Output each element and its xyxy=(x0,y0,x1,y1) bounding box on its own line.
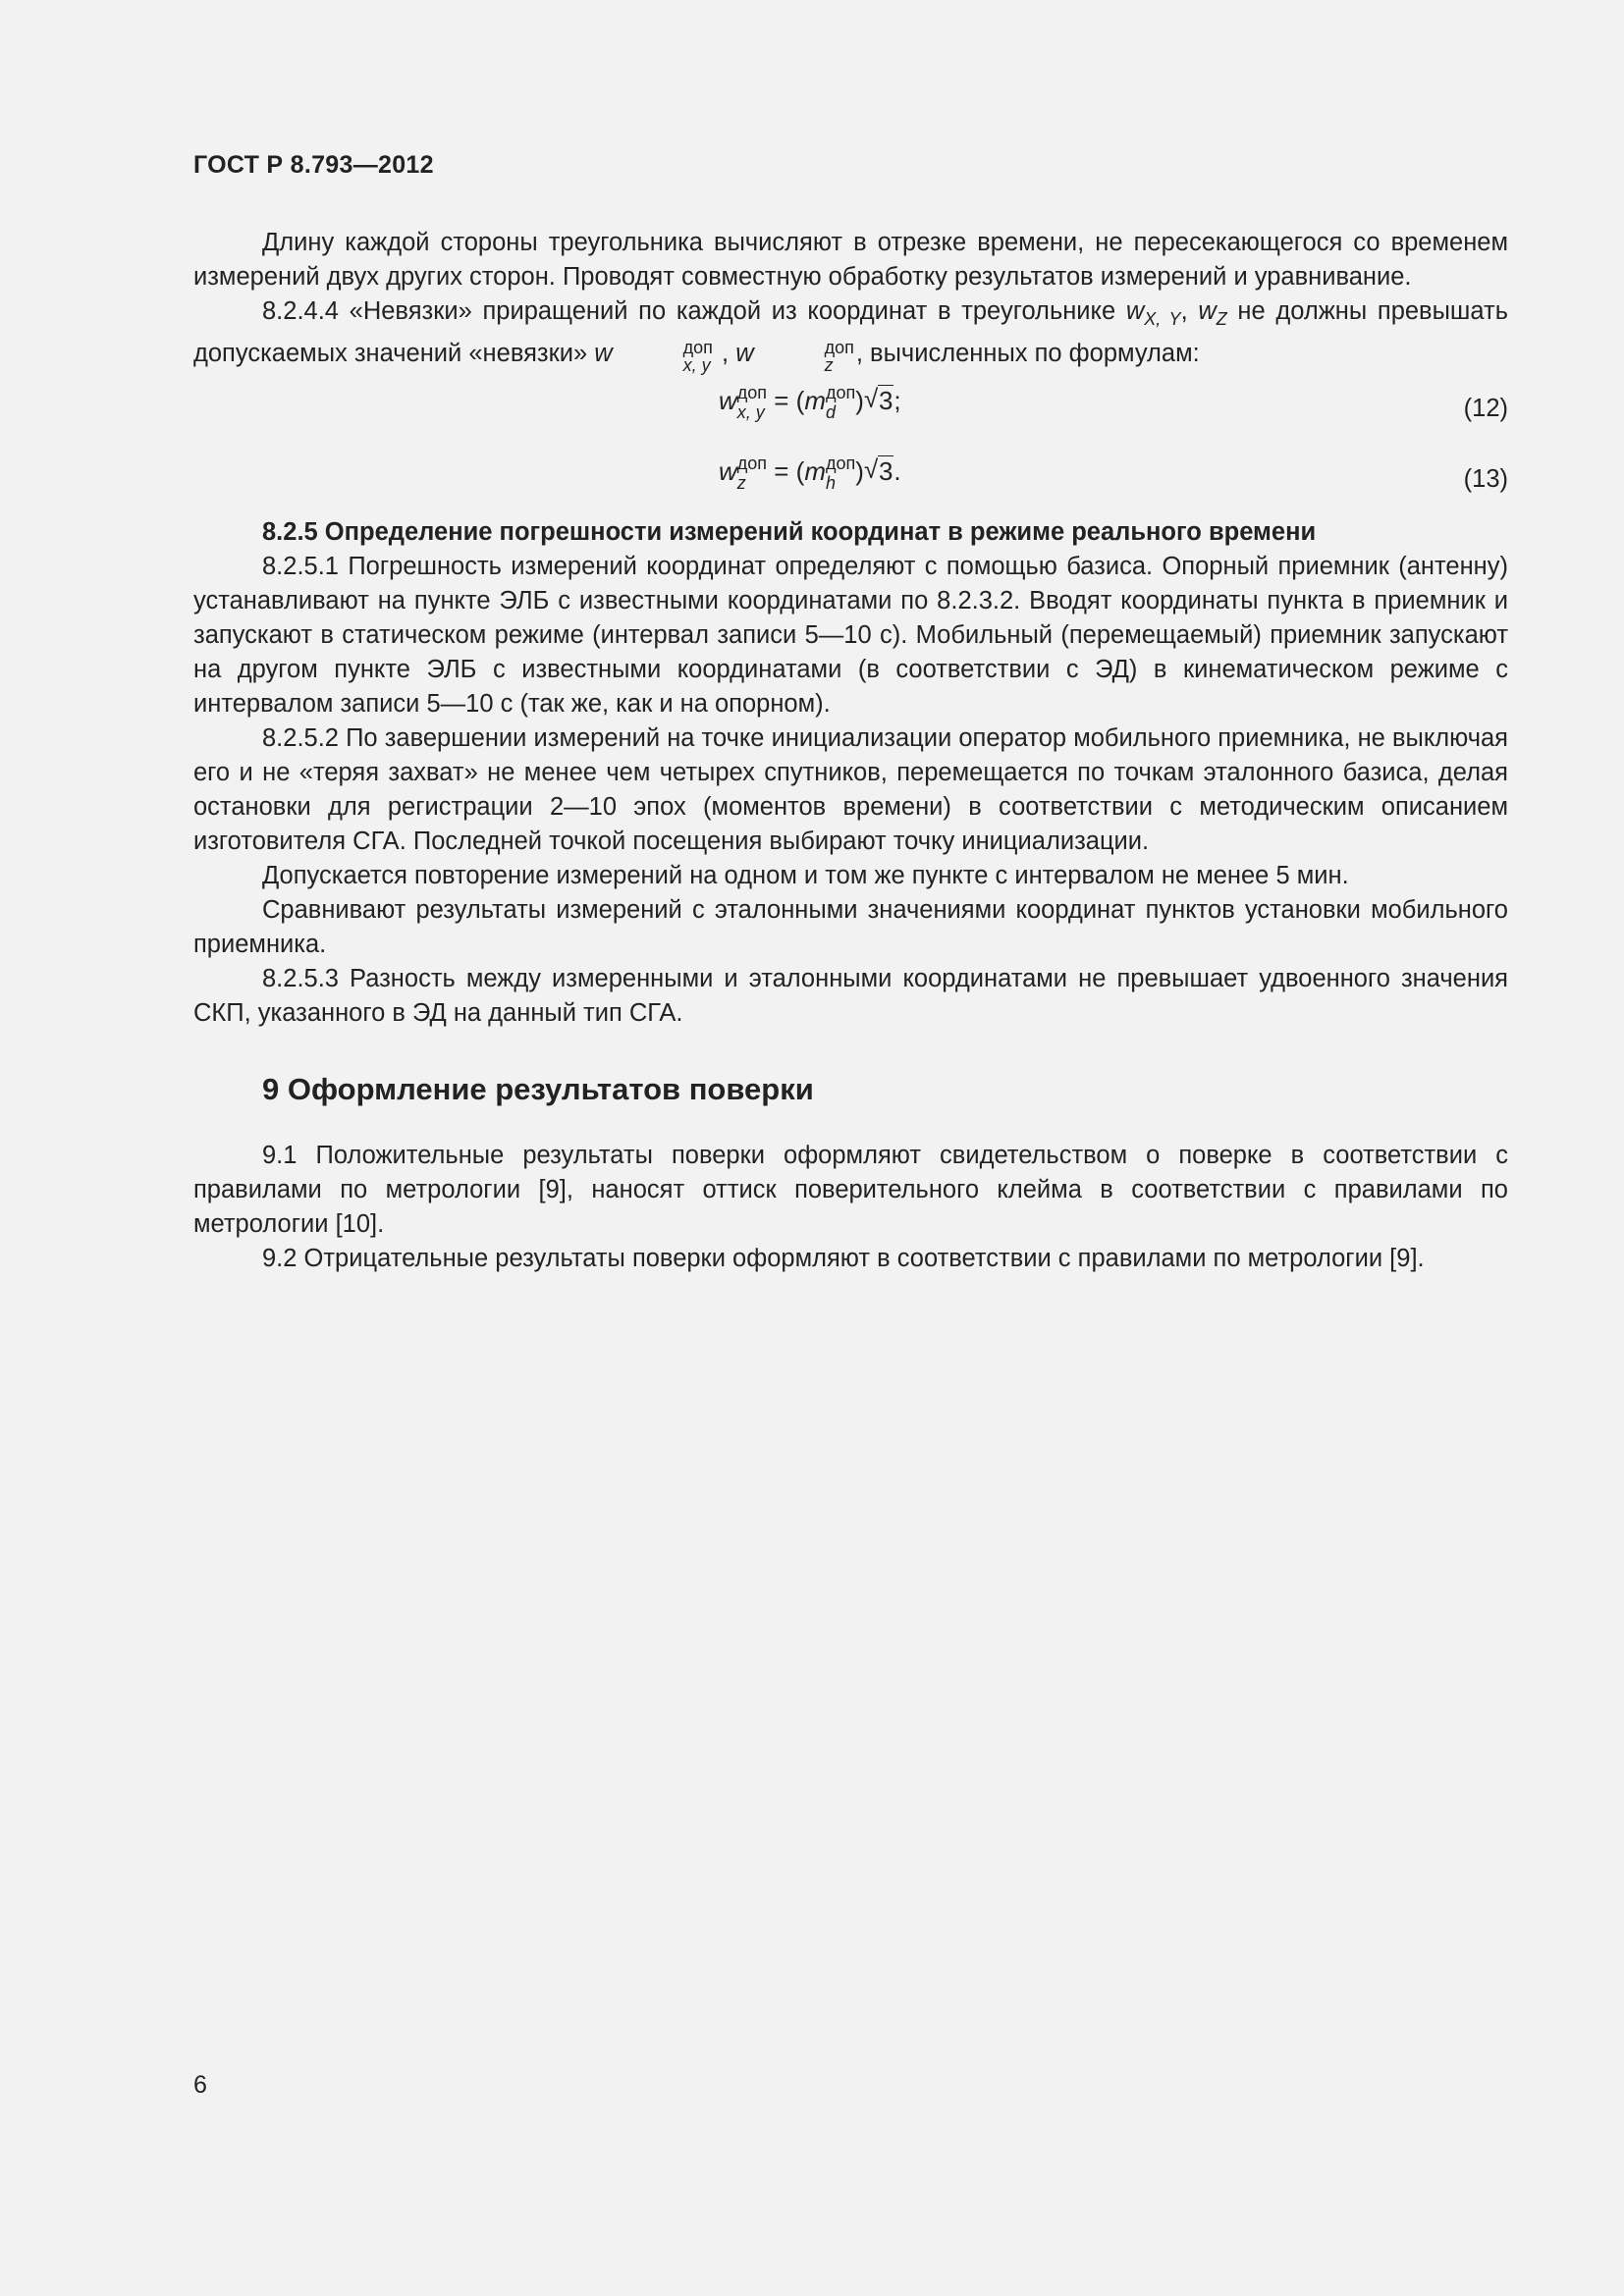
radical-sign: √ xyxy=(863,454,879,484)
radicand: 3 xyxy=(878,456,893,486)
paragraph: Длину каждой стороны треугольника вычисляют в отрезке времени, не пересекающегося со временем измерений двух других сторон. Проводят совместную обработку результатов измерений и уравнивание. xyxy=(193,229,1508,291)
separator: , xyxy=(714,340,736,367)
page-number: 6 xyxy=(193,2071,207,2099)
radicand: 3 xyxy=(878,386,893,415)
variable-w: w xyxy=(719,456,737,486)
subscript: h xyxy=(826,473,837,494)
paragraph-8253: 8.2.5.3 Разность между измеренными и эталонными координатами не превышает удвоенного значения СКП, указанного в ЭД на данный тип СГА. xyxy=(193,965,1508,1027)
subscript: z xyxy=(736,473,746,494)
paren-close: ) xyxy=(855,456,864,486)
paragraph-8244 xyxy=(193,294,1508,374)
document-body xyxy=(193,226,1508,1276)
formula-end: . xyxy=(893,456,901,486)
document-header: ГОСТ Р 8.793—2012 xyxy=(193,151,434,179)
sup-sub-stack xyxy=(826,384,855,421)
paren-close: ) xyxy=(855,386,864,415)
paragraph: Допускается повторение измерений на одном и том же пункте с интервалом не менее 5 мин. xyxy=(262,862,1349,889)
paragraph-92: 9.2 Отрицательные результаты поверки оформляют в соответствии с правилами по метрологии [9]. xyxy=(262,1245,1425,1272)
variable-w: w xyxy=(719,386,737,415)
separator: , xyxy=(1180,297,1199,325)
formula-expression xyxy=(719,384,901,421)
sup-sub-stack xyxy=(737,384,767,421)
paragraph-91: 9.1 Положительные результаты поверки оформляют свидетельством о поверке в соответствии с правилами по метрологии [9], наносят оттиск поверительного клейма в соответствии с правилами по метрологии [10]. xyxy=(193,1142,1508,1238)
sqrt xyxy=(864,384,893,418)
superscript: доп xyxy=(824,338,854,357)
subscript: Z xyxy=(1216,309,1227,329)
superscript: доп xyxy=(682,338,713,357)
subscript: x, y xyxy=(736,402,765,423)
equals: = ( xyxy=(767,386,805,415)
equation-number: (13) xyxy=(1463,465,1508,493)
formula-12 xyxy=(193,374,1508,445)
sqrt xyxy=(864,454,893,489)
variable-w: w xyxy=(594,340,613,367)
superscript: доп xyxy=(826,383,856,403)
superscript: доп xyxy=(736,383,768,403)
superscript: доп xyxy=(826,454,856,474)
sup-sub-stack xyxy=(737,454,767,492)
variable-w: w xyxy=(735,340,754,367)
variable-w: w xyxy=(1125,297,1145,325)
sup-sub-stack xyxy=(756,339,854,374)
subscript: z xyxy=(824,355,834,375)
subscript: x, y xyxy=(682,355,711,375)
equation-number: (12) xyxy=(1463,395,1508,422)
paragraph-text: не должны превышать допускаемых значений «невязки» xyxy=(193,297,1508,367)
variable-w: w xyxy=(1198,297,1217,325)
radical-sign: √ xyxy=(863,384,879,413)
paragraph-text: 8.2.4.4 «Невязки» приращений по каждой из координат в треугольнике xyxy=(262,297,1126,325)
subscript: X, Y xyxy=(1144,309,1181,329)
paragraph: Сравнивают результаты измерений с эталонными значениями координат пунктов установки мобильного приемника. xyxy=(193,896,1508,958)
paragraph-text: , вычисленных по формулам: xyxy=(855,340,1200,367)
section-heading-9: 9 Оформление результатов поверки xyxy=(262,1072,814,1106)
superscript: доп xyxy=(736,454,768,474)
subsection-heading-825: 8.2.5 Определение погрешности измерений координат в режиме реального времени xyxy=(262,518,1317,546)
variable-m: m xyxy=(804,386,827,415)
sup-sub-stack xyxy=(826,454,855,492)
variable-m: m xyxy=(804,456,827,486)
paragraph-8251: 8.2.5.1 Погрешность измерений координат определяют с помощью базиса. Опорный приемник (антенну) устанавливают на пункте ЭЛБ с известными координатами по 8.2.3.2. Вводят координаты пункта в приемник и запускают в статическом режиме (интервал записи 5—10 с). Мобильный (перемещаемый) приемник запускают на другом пункте ЭЛБ с известными координатами (в соответствии с ЭД) в кинематическом режиме с интервалом записи 5—10 с (так же, как и на опорном). xyxy=(193,553,1508,718)
formula-end: ; xyxy=(893,386,901,415)
formula-expression xyxy=(719,454,901,492)
sup-sub-stack xyxy=(615,339,713,374)
formula-13 xyxy=(193,445,1508,515)
paragraph-8252: 8.2.5.2 По завершении измерений на точке инициализации оператор мобильного приемника, не выключая его и не «теряя захват» не менее чем четырех спутников, перемещается по точкам эталонного базиса, делая остановки для регистрации 2—10 эпох (моментов времени) в соответствии с методическим описанием изготовителя СГА. Последней точкой посещения выбирают точку инициализации. xyxy=(193,724,1508,855)
equals: = ( xyxy=(767,456,805,486)
subscript: d xyxy=(826,402,837,423)
